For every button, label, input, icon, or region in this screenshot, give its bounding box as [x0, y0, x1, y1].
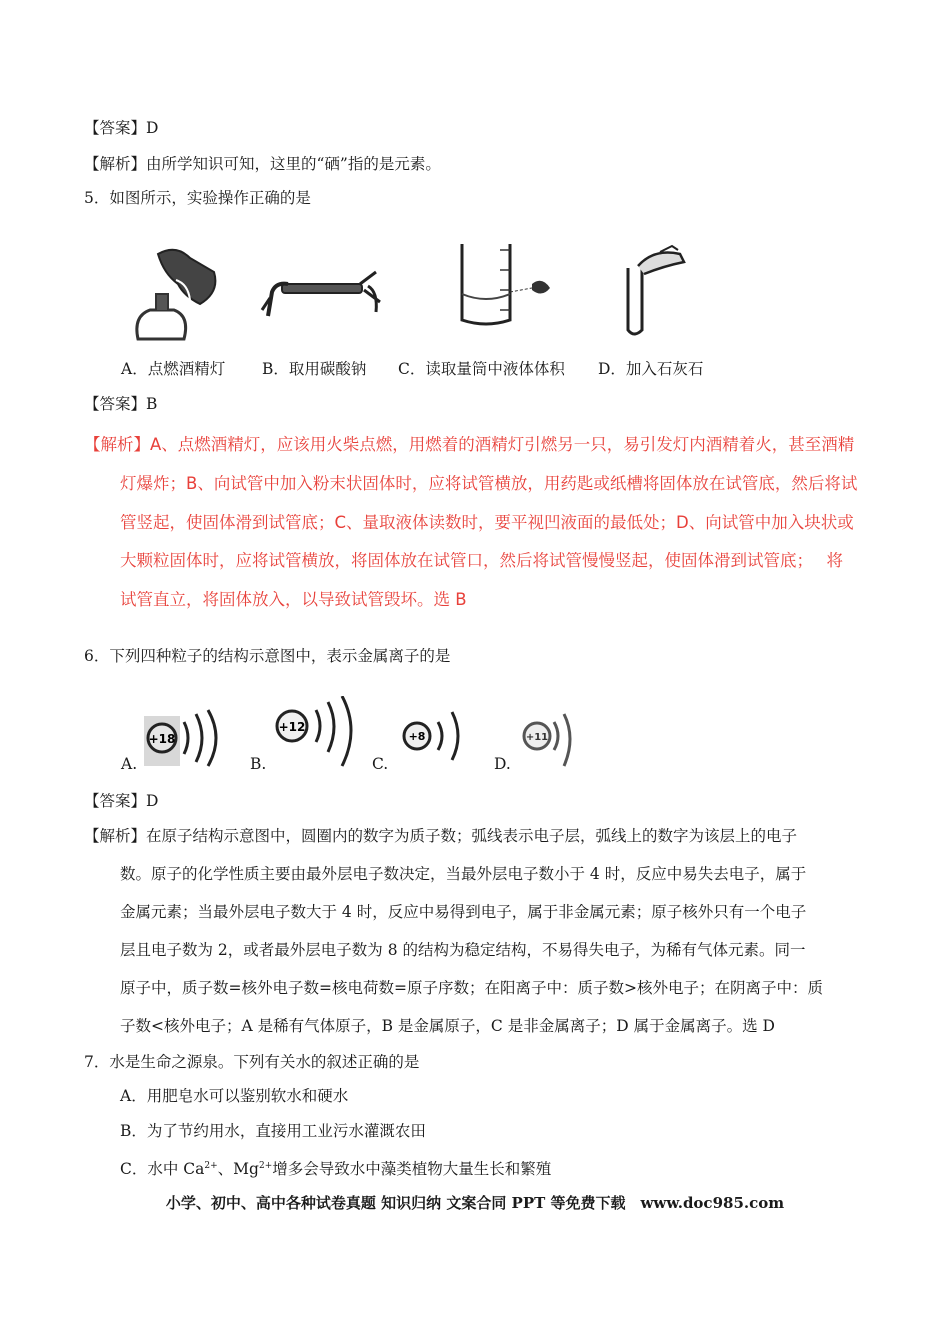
- q5-analysis-line-2: 灯爆炸；B、向试管中加入粉末状固体时，应将试管横放，用药匙或纸槽将固体放在试管底，然后将试: [120, 474, 858, 493]
- q6-analysis-line-1: 【解析】在原子结构示意图中，圆圈内的数字为质子数；弧线表示电子层，弧线上的数字为该层上的电子: [84, 827, 798, 845]
- q6-label-c: C.: [372, 755, 389, 773]
- q6-analysis-line-6: 子数<核外电子；A 是稀有气体原子，B 是金属原子，C 是非金属离子；D 属于金属离子。选 D: [120, 1017, 775, 1035]
- nucleus-b-charge: +12: [278, 720, 306, 734]
- q6-label-a: A.: [121, 755, 138, 773]
- q7-stem: 7．水是生命之源泉。下列有关水的叙述正确的是: [84, 1053, 420, 1071]
- q7-option-c: C．水中 $Ca^{2+}$、$Mg^{2+}$增多会导致水中藻类植物大量生长和繁殖: [120, 1160, 552, 1178]
- nucleus-a-charge: +18: [148, 732, 176, 746]
- q5-analysis-line-1: 【解析】A、点燃酒精灯，应该用火柴点燃，用燃着的酒精灯引燃另一只，易引发灯内酒精着火，甚至酒精: [84, 435, 855, 454]
- q6-label-b: B.: [250, 755, 267, 773]
- q5-analysis-line-4: 大颗粒固体时，应将试管横放，将固体放在试管口，然后将试管慢慢竖起，使固体滑到试管底； 将: [120, 551, 843, 570]
- q6-analysis-line-2: 数。原子的化学性质主要由最外层电子数决定，当最外层电子数小于 4 时，反应中易失去电子，属于: [120, 865, 807, 883]
- graduated-cylinder-figure: [448, 240, 558, 328]
- q7-option-a: A．用肥皂水可以鉴别软水和硬水: [120, 1087, 349, 1105]
- q5-analysis-line-3: 管竖起，使固体滑到试管底；C、量取液体读数时，要平视凹液面的最低处；D、向试管中加入块状或: [120, 513, 854, 532]
- q6-analysis-line-4: 层且电子数为 2，或者最外层电子数为 8 的结构为稳定结构，不易得失电子，为稀有气体元素。同一: [120, 941, 806, 959]
- alcohol-lamp-figure: [128, 244, 223, 344]
- tongs-tube-figure: [260, 262, 385, 322]
- q5-option-c: C．读取量筒中液体体积: [398, 360, 565, 378]
- q5-answer: 【答案】B: [84, 395, 158, 413]
- q6-analysis-line-3: 金属元素；当最外层电子数大于 4 时，反应中易得到电子，属于非金属元素；原子核外只有一个电子: [120, 903, 807, 921]
- q4-analysis: 【解析】由所学知识可知，这里的“硒”指的是元素。: [84, 155, 441, 173]
- q5-option-d: D．加入石灰石: [598, 360, 704, 378]
- q4-answer: 【答案】D: [84, 119, 159, 137]
- test-tube-figure: [620, 244, 690, 340]
- particle-diagram-d: [520, 710, 580, 770]
- particle-diagram-b: [272, 696, 362, 768]
- nucleus-c-charge: +8: [408, 730, 426, 743]
- q7-option-b: B．为了节约用水，直接用工业污水灌溉农田: [120, 1122, 426, 1140]
- particle-diagram-a: [144, 708, 224, 768]
- q5-option-a: A．点燃酒精灯: [121, 360, 226, 378]
- q6-stem: 6．下列四种粒子的结构示意图中，表示金属离子的是: [84, 647, 451, 665]
- nucleus-d-charge: +11: [525, 732, 549, 743]
- page-footer: 小学、初中、高中各种试卷真题 知识归纳 文案合同 PPT 等免费下载 www.doc985.com: [165, 1194, 785, 1212]
- q6-answer: 【答案】D: [84, 792, 159, 810]
- particle-diagram-c: [400, 708, 470, 764]
- q5-option-b: B．取用碳酸钠: [262, 360, 367, 378]
- q5-stem: 5．如图所示，实验操作正确的是: [84, 189, 311, 207]
- q5-analysis-line-5: 试管直立，将固体放入，以导致试管毁坏。选 B: [120, 590, 467, 609]
- q6-analysis-line-5: 原子中，质子数=核外电子数=核电荷数=原子序数；在阳离子中：质子数>核外电子；在阴离子中：质: [120, 979, 823, 997]
- q6-label-d: D.: [494, 755, 511, 773]
